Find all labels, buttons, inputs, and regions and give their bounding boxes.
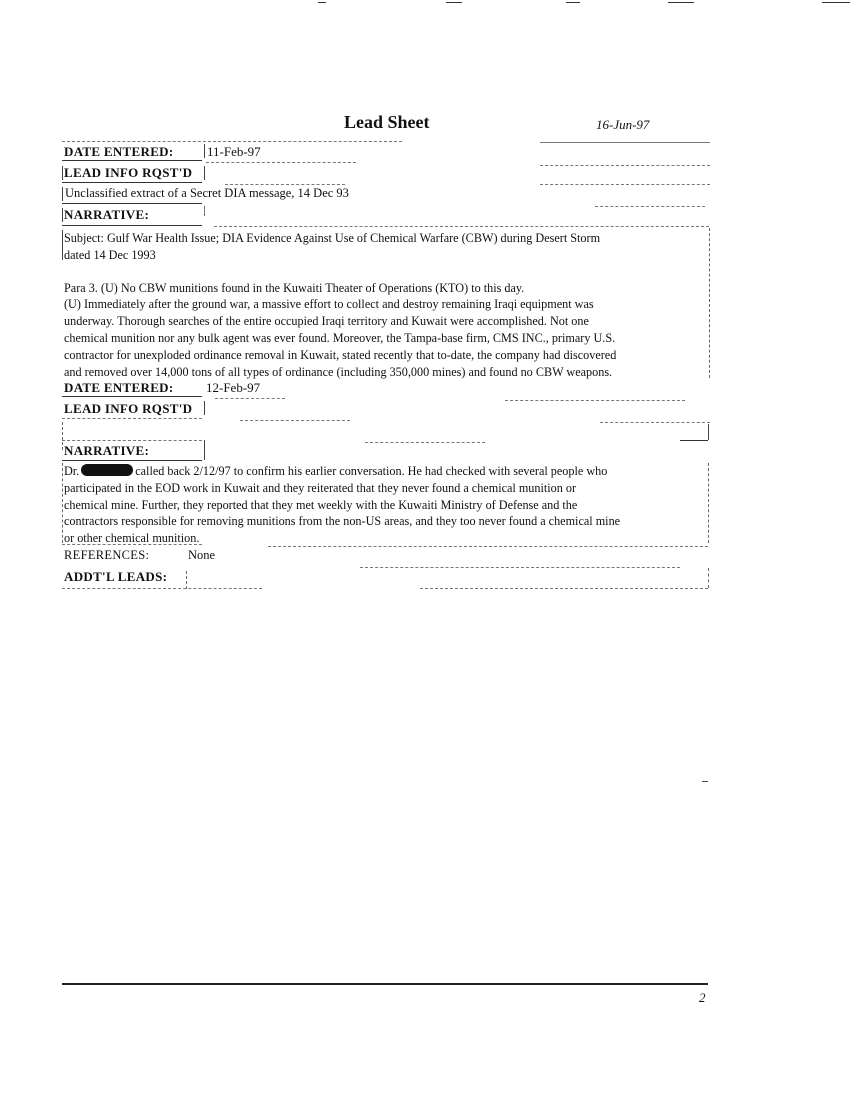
narrative-line: participated in the EOD work in Kuwait and they reiterated that they never found a chemical munition or	[64, 480, 577, 495]
narrative-line: and removed over 14,000 tons of all types of ordinance (including 350,000 mines) and found no CBW weapons.	[64, 364, 613, 379]
scan-line	[540, 165, 710, 166]
scan-line	[505, 400, 685, 401]
scan-line	[206, 162, 356, 163]
narrative-line: chemical munition nor any bulk agent was ever found. Moreover, the Tampa-base firm, CMS INC., primary U.S.	[64, 330, 616, 345]
footer-rule	[62, 983, 708, 985]
source-line-1: Unclassified extract of a Secret DIA message, 14 Dec 93	[65, 186, 349, 200]
field-underline	[62, 203, 202, 204]
narrative-prefix: Dr.	[64, 464, 80, 478]
lead-info-label-1: LEAD INFO RQST'D	[64, 165, 193, 180]
field-border	[708, 568, 709, 588]
date-entered-label-2: DATE ENTERED:	[64, 380, 174, 395]
field-underline	[62, 182, 202, 183]
narrative-border	[62, 463, 63, 543]
references-label: REFERENCES:	[64, 548, 150, 562]
field-border	[204, 166, 205, 180]
narrative-line: (U) Immediately after the ground war, a massive effort to collect and destroy remaining Iraqi equipment was	[64, 297, 594, 312]
lead-info-label-2: LEAD INFO RQST'D	[64, 401, 193, 416]
scan-line	[225, 184, 345, 185]
scan-line	[540, 142, 710, 143]
redaction-mark	[81, 464, 133, 476]
scan-artifact	[668, 2, 694, 3]
narrative-label-2: NARRATIVE:	[64, 443, 150, 458]
page-number: 2	[699, 990, 706, 1005]
scan-line	[540, 184, 710, 185]
scan-line	[268, 546, 708, 547]
narrative-body-2	[64, 463, 709, 547]
references-value: None	[188, 548, 216, 562]
narrative-body-1	[64, 230, 704, 380]
field-underline	[62, 396, 202, 397]
scan-artifact	[822, 2, 850, 3]
narrative-border	[709, 228, 710, 378]
narrative-border	[708, 463, 709, 543]
scan-artifact	[566, 2, 580, 3]
scan-line	[62, 544, 202, 545]
field-border	[62, 187, 63, 201]
field-border	[204, 206, 205, 216]
narrative-border	[62, 230, 63, 260]
field-border	[62, 166, 63, 180]
field-border	[708, 424, 709, 440]
narrative-line: dated 14 Dec 1993	[64, 247, 156, 262]
field-underline	[62, 460, 202, 461]
scan-line	[62, 418, 202, 419]
narrative-line	[64, 463, 709, 480]
scan-line	[600, 422, 710, 423]
scan-line	[360, 567, 680, 568]
scan-line	[215, 398, 285, 399]
scan-line	[62, 588, 262, 589]
scan-line	[595, 206, 705, 207]
scan-artifact	[446, 2, 462, 3]
field-underline	[680, 440, 708, 441]
date-entered-value-2: 12-Feb-97	[206, 380, 261, 395]
scan-line	[62, 141, 402, 142]
field-border	[62, 422, 63, 450]
field-underline	[62, 225, 202, 226]
field-border	[186, 571, 187, 589]
date-entered-label-1: DATE ENTERED:	[64, 144, 174, 159]
scan-line	[420, 588, 708, 589]
scan-line	[214, 226, 709, 227]
date-entered-value-1: 11-Feb-97	[207, 144, 261, 159]
field-border	[62, 208, 63, 222]
narrative-line: chemical mine. Further, they reported that they met weekly with the Kuwaiti Ministry of Defense and the	[64, 497, 578, 512]
narrative-line: Para 3. (U) No CBW munitions found in the Kuwaiti Theater of Operations (KTO) to this day.	[64, 280, 525, 295]
scan-line	[62, 440, 202, 441]
stray-mark	[702, 781, 708, 782]
narrative-line: Subject: Gulf War Health Issue; DIA Evidence Against Use of Chemical Warfare (CBW) during Desert Storm	[64, 231, 601, 245]
addtl-leads-label: ADDT'L LEADS:	[64, 569, 168, 584]
narrative-line: contractor for unexploded ordinance removal in Kuwait, stated recently that to-date, the company had discovered	[64, 347, 617, 362]
field-border	[204, 440, 205, 460]
field-underline	[62, 160, 202, 161]
page-title: Lead Sheet	[344, 112, 430, 132]
scan-line	[365, 442, 485, 443]
narrative-line: underway. Thorough searches of the entire occupied Iraqi territory and Kuwait were accomplished. Not one	[64, 314, 589, 329]
narrative-line: contractors responsible for removing munitions from the non-US areas, and they too never found a chemical mine	[64, 514, 621, 529]
narrative-line: or other chemical munition.	[64, 531, 200, 546]
header-date: 16-Jun-97	[596, 117, 650, 132]
narrative-label-1: NARRATIVE:	[64, 207, 150, 222]
narrative-first-rest: called back 2/12/97 to confirm his earlier conversation. He had checked with several people who	[135, 464, 608, 478]
scan-artifact	[318, 2, 326, 3]
field-border	[204, 401, 205, 415]
field-border	[204, 144, 205, 158]
scan-line	[240, 420, 350, 421]
